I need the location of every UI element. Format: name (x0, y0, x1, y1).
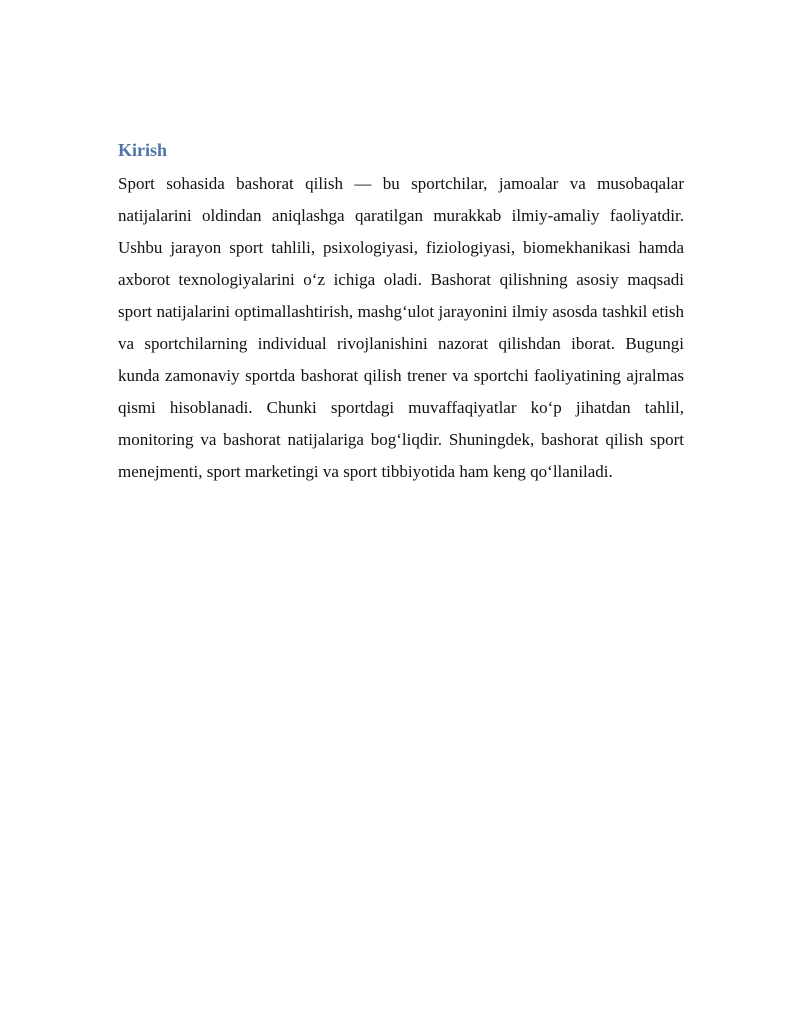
document-content (118, 136, 684, 488)
body-paragraph: Sport sohasida bashorat qilish — bu sportchilar, jamoalar va musobaqalar natijalarini oldindan aniqlashga qaratilgan murakkab ilmiy-amaliy faoliyatdir. Ushbu jarayon sport tahlili, psixologiyasi, fiziologiyasi, biomekhanikasi hamda axborot texnologiyalarini o‘z ichiga oladi. Bashorat qilishning asosiy maqsadi sport natijalarini optimallashtirish, mashg‘ulot jarayonini ilmiy asosda tashkil etish va sportchilarning individual rivojlanishini nazorat qilishdan iborat. Bugungi kunda zamonaviy sportda bashorat qilish trener va sportchi faoliyatining ajralmas qismi hisoblanadi. Chunki sportdagi muvaffaqiyatlar ko‘p jihatdan tahlil, monitoring va bashorat natijalariga bog‘liqdir. Shuningdek, bashorat qilish sport menejmenti, sport marketingi va sport tibbiyotida ham keng qo‘llaniladi. (118, 174, 684, 481)
section-heading: Kirish (118, 140, 168, 160)
